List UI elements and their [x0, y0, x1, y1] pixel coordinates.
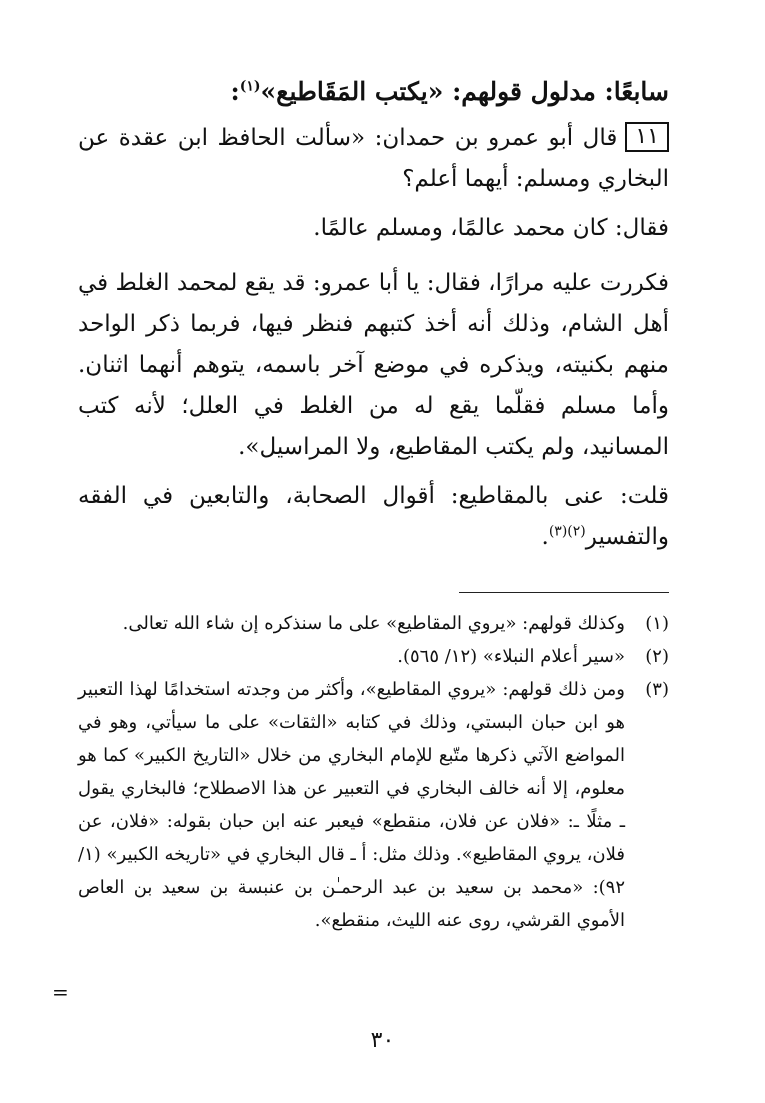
- paragraph-1-text: قال أبو عمرو بن حمدان: «سألت الحافظ ابن عقدة عن البخاري ومسلم: أيهما أعلم؟: [78, 125, 669, 192]
- heading-footnote-ref: (١): [239, 78, 261, 95]
- paragraph-1: [78, 118, 669, 200]
- footnote-text: ومن ذلك قولهم: «يروي المقاطيع»، وأكثر من وجدته استخدامًا لهذا التعبير هو ابن حبان البستي، وذلك في كتابه «الثقات» على ما سيأتي، وهو في المواضع الآتي ذكرها متّبع للإمام البخاري من خلال «التاريخ الكبير» كما هو معلوم، إلا أنه خالف البخاري في التعبير عن هذا الاصطلاح؛ فالبخاري يقول ـ مثلًا ـ: «فلان عن فلان، منقطع» فيعبر عنه ابن حبان بقوله: «فلان، عن فلان، يروي المقاطيع». وذلك مثل: أ ـ قال البخاري في «تاريخه الكبير» (١/ ٩٢): «محمد بن سعيد بن عبد الرحمـٰن بن عنبسة بن سعيد بن العاص الأموي القرشي، روى عنه الليث، منقطع».: [78, 679, 625, 931]
- footnote-separator: [459, 592, 669, 593]
- footnote-3: [78, 673, 669, 937]
- paragraph-3: فكررت عليه مرارًا، فقال: يا أبا عمرو: قد يقع لمحمد الغلط في أهل الشام، وذلك أنه أخذ كتبهم فنظر فيها، فربما ذكر الواحد منهم بكنيته، ويذكره في موضع آخر باسمه، يتوهم أنهما اثنان. وأما مسلم فقلّما يقع له من الغلط في العلل؛ لأنه كتب المسانيد، ولم يكتب المقاطيع، ولا المراسيل».: [78, 270, 669, 460]
- paragraph-2: فقال: كان محمد عالمًا، ومسلم عالمًا.: [313, 215, 669, 241]
- paragraph-4-end: .: [541, 524, 549, 550]
- paragraph-4-text: قلت: عنى بالمقاطيع: أقوال الصحابة، والتابعين في الفقه والتفسير: [78, 483, 669, 550]
- hadith-number-box: ١١: [625, 122, 669, 152]
- paragraph-4: [78, 476, 669, 558]
- footnote-text: «سير أعلام النبلاء» (١٢/ ٥٦٥).: [397, 646, 625, 667]
- footnote-2: [78, 640, 669, 673]
- footnote-number: (٣): [645, 679, 669, 700]
- paragraph-4-footnote-refs: (٢)(٣): [548, 523, 586, 540]
- heading-colon: :: [230, 77, 240, 106]
- footnotes: [78, 607, 669, 937]
- heading-text: سابعًا: مدلول قولهم: «يكتب المَقَاطيع»: [260, 77, 669, 106]
- continuation-mark: =: [52, 980, 69, 1004]
- footnote-number: (٢): [645, 646, 669, 667]
- footnote-number: (١): [645, 613, 669, 634]
- page-number: ٣٠: [370, 1028, 395, 1053]
- page-body: [78, 70, 669, 937]
- section-heading: [78, 70, 669, 114]
- footnote-text: وكذلك قولهم: «يروي المقاطيع» على ما سنذكره إن شاء الله تعالى.: [122, 613, 625, 634]
- footnote-1: [78, 607, 669, 640]
